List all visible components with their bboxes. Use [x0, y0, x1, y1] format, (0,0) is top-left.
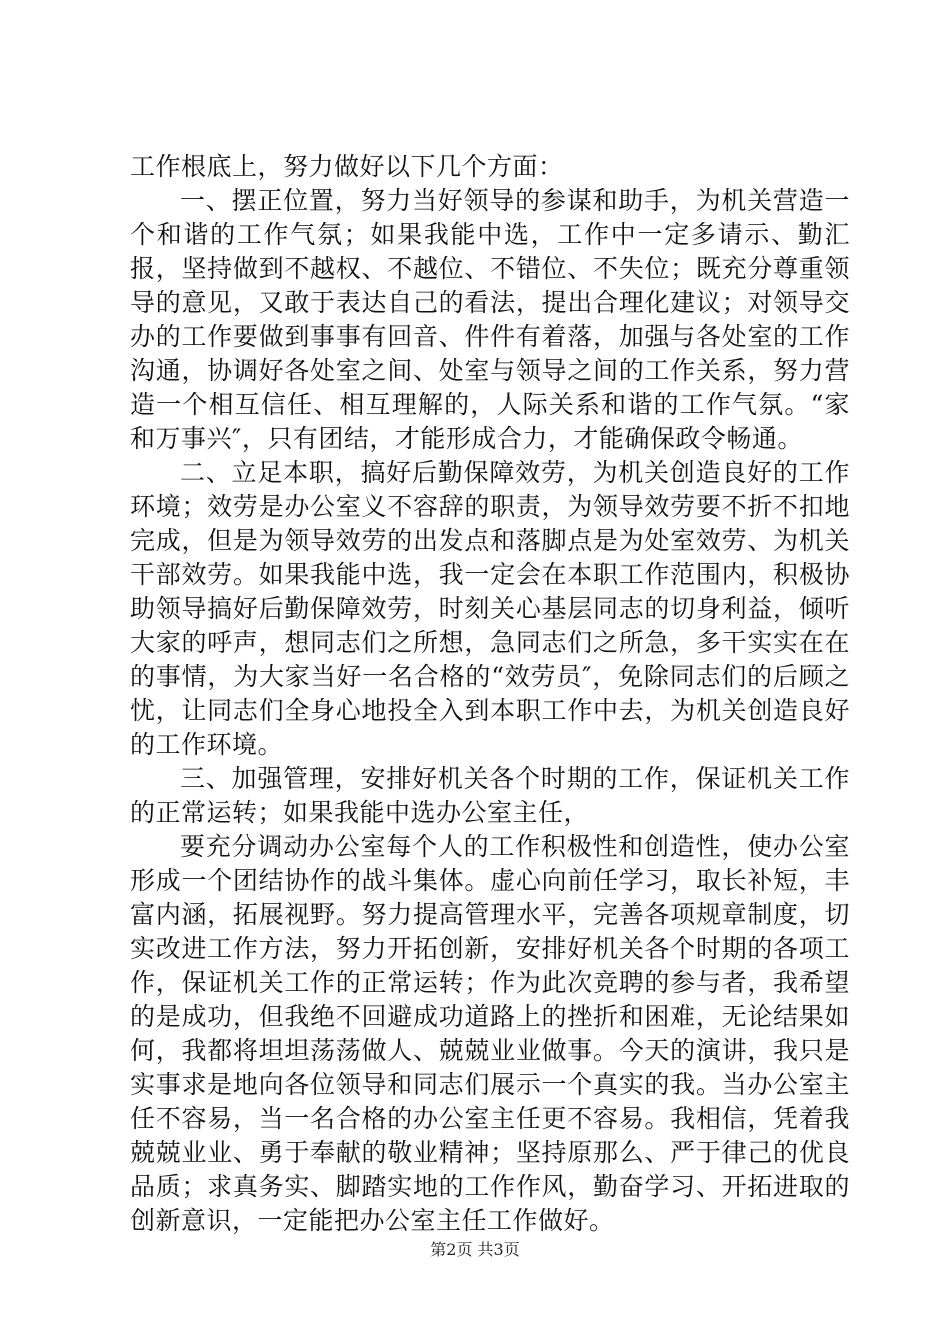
paragraph-point-three: 三、加强管理，安排好机关各个时期的工作，保证机关工作的正常运转；如果我能中选办公室主任， [130, 764, 850, 827]
paragraph-conclusion: 要充分调动办公室每个人的工作积极性和创造性，使办公室形成一个团结协作的战斗集体。虚心向前任学习，取长补短，丰富内涵，拓展视野。努力提高管理水平，完善各项规章制度，切实改进工作方法，努力开拓创新，安排好机关各个时期的各项工作，保证机关工作的正常运转；作为此次竞聘的参与者，我希望的是成功，但我绝不回避成功道路上的挫折和困难，无论结果如何，我都将坦坦荡荡做人、兢兢业业做事。今天的演讲，我只是实事求是地向各位领导和同志们展示一个真实的我。当办公室主任不容易，当一名合格的办公室主任更不容易。我相信，凭着我兢兢业业、勇于奉献的敬业精神；坚持原那么、严于律己的优良品质；求真务实、脚踏实地的工作作风，勤奋学习、开拓进取的创新意识，一定能把办公室主任工作做好。 [130, 832, 850, 1235]
page-number-footer: 第2页 共3页 [430, 1240, 520, 1259]
paragraph-point-two: 二、立足本职，搞好后勤保障效劳，为机关创造良好的工作环境；效劳是办公室义不容辞的职责，为领导效劳要不折不扣地完成，但是为领导效劳的出发点和落脚点是为处室效劳、为机关干部效劳。如果我能中选，我一定会在本职工作范围内，积极协助领导搞好后勤保障效劳，时刻关心基层同志的切身利益，倾听大家的呼声，想同志们之所想，急同志们之所急，多干实实在在的事情，为大家当好一名合格的“效劳员″，免除同志们的后顾之忧，让同志们全身心地投全入到本职工作中去，为机关创造良好的工作环境。 [130, 458, 850, 759]
document-body [130, 150, 850, 1238]
paragraph-point-one: 一、摆正位置，努力当好领导的参谋和助手，为机关营造一个和谐的工作气氛；如果我能中选，工作中一定多请示、勤汇报，坚持做到不越权、不越位、不错位、不失位；既充分尊重领导的意见，又敢于表达自己的看法，提出合理化建议；对领导交办的工作要做到事事有回音、件件有着落，加强与各处室的工作沟通，协调好各处室之间、处室与领导之间的工作关系，努力营造一个相互信任、相互理解的，人际关系和谐的工作气氛。“家和万事兴″，只有团结，才能形成合力，才能确保政令畅通。 [130, 186, 850, 453]
paragraph-intro: 工作根底上，努力做好以下几个方面： [130, 152, 564, 181]
